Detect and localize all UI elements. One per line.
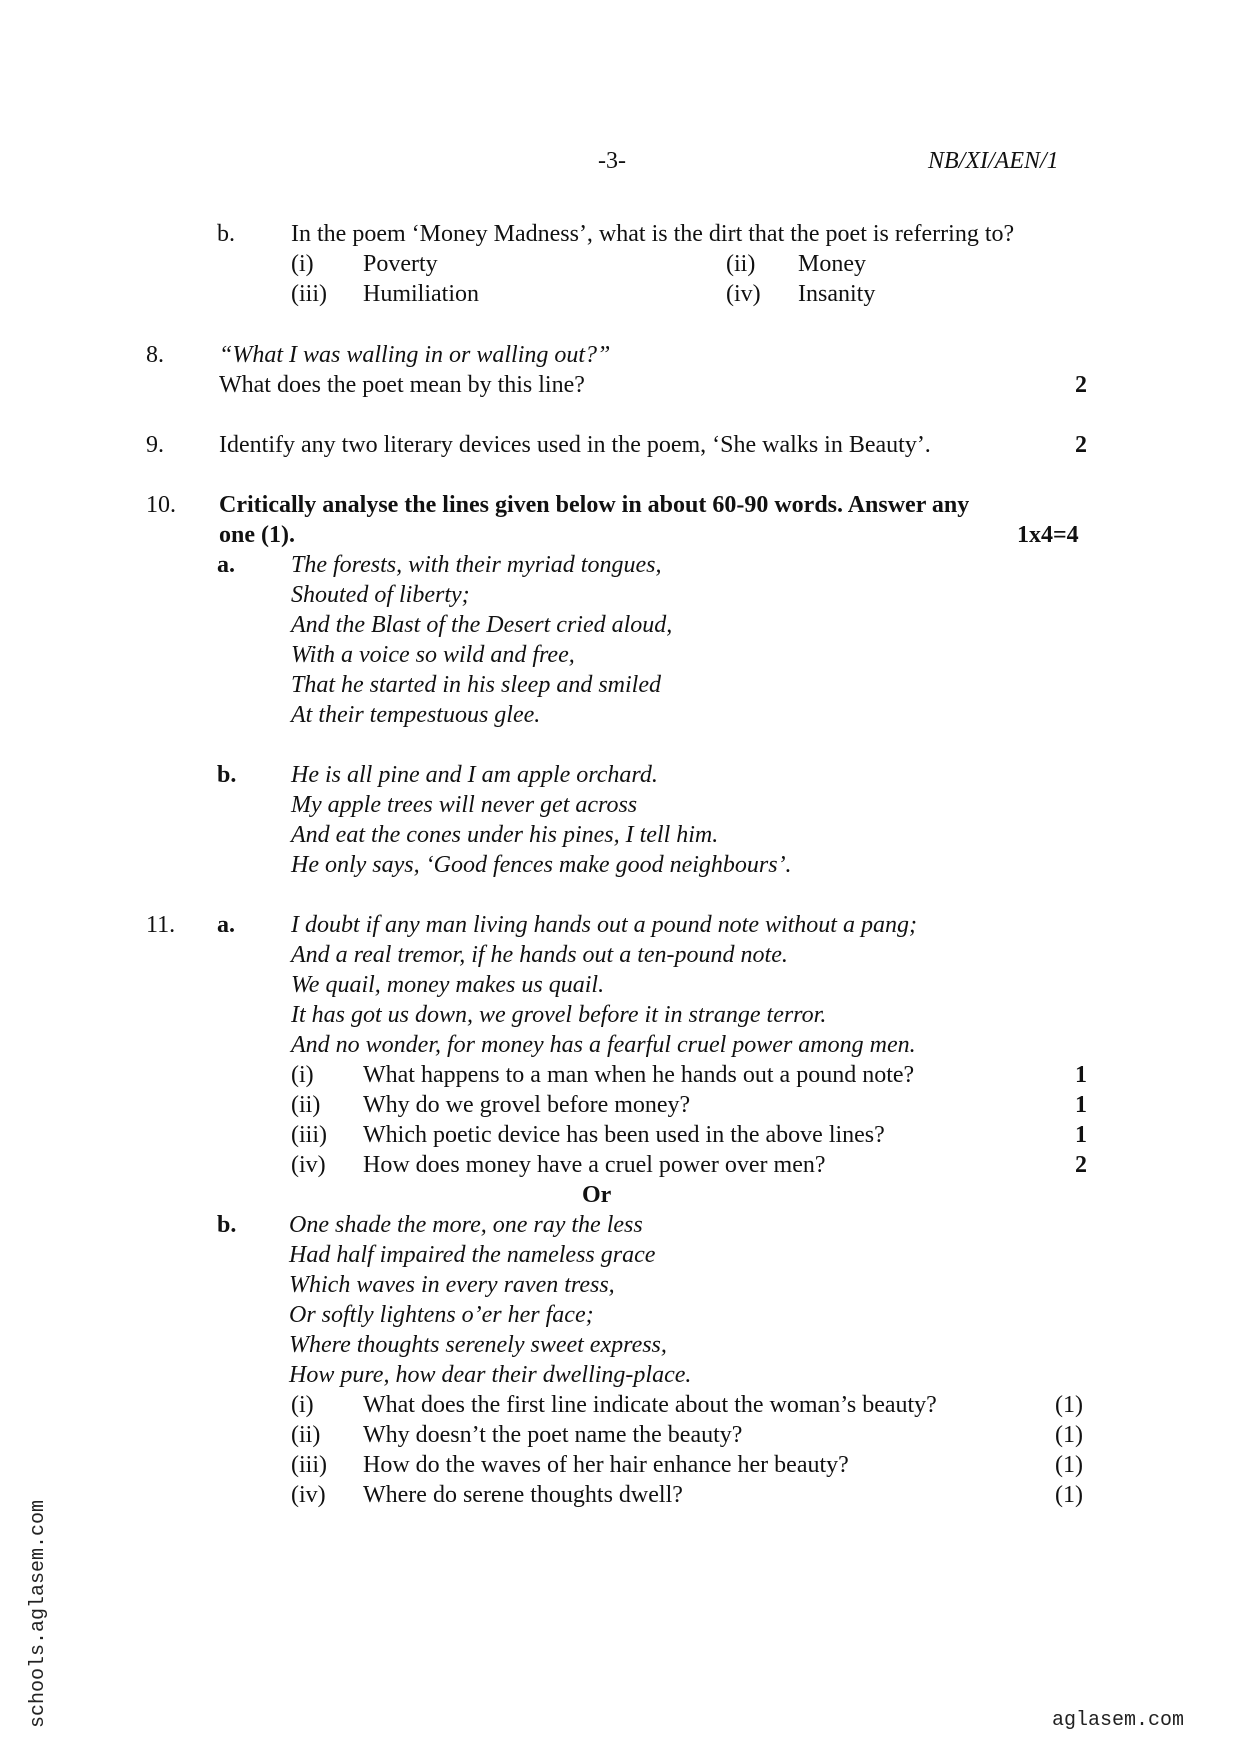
q7b-option-text: Insanity — [798, 281, 876, 307]
q11b-subq-text: Where do serene thoughts dwell? — [363, 1482, 683, 1508]
q11b-subq-text: What does the first line indicate about the woman’s beauty? — [363, 1392, 937, 1418]
q11a-label: a. — [217, 912, 235, 938]
q7b-option-text: Money — [798, 251, 866, 277]
q10-instruction: one (1). — [219, 522, 295, 548]
q11a-poem-line: I doubt if any man living hands out a pound note without a pang; — [291, 912, 917, 938]
q7b-label: b. — [217, 221, 235, 247]
q11a-subq-marks: 1 — [1075, 1122, 1087, 1148]
q11b-poem-line: How pure, how dear their dwelling-place. — [289, 1362, 692, 1388]
q11a-poem-line: We quail, money makes us quail. — [291, 972, 605, 998]
q11a-poem-line: And a real tremor, if he hands out a ten-pound note. — [291, 942, 788, 968]
q11b-poem-line: Or softly lightens o’er her face; — [289, 1302, 594, 1328]
q11b-subq-num: (i) — [291, 1392, 314, 1418]
q9-marks: 2 — [1075, 432, 1087, 458]
q11-number: 11. — [146, 912, 176, 938]
q10-instruction: Critically analyse the lines given below in about 60-90 words. Answer any — [219, 492, 970, 518]
q11a-subq-text: Why do we grovel before money? — [363, 1092, 691, 1118]
q11b-subq-text: How do the waves of her hair enhance her beauty? — [363, 1452, 849, 1478]
q11a-poem-line: It has got us down, we grovel before it in strange terror. — [291, 1002, 827, 1028]
q11b-label: b. — [217, 1212, 237, 1238]
paper-code: NB/XI/AEN/1 — [928, 148, 1059, 174]
q11b-subq-text: Why doesn’t the poet name the beauty? — [363, 1422, 743, 1448]
q9-question: Identify any two literary devices used in the poem, ‘She walks in Beauty’. — [219, 432, 931, 458]
q11b-subq-num: (ii) — [291, 1422, 321, 1448]
q11b-poem-line: Which waves in every raven tress, — [289, 1272, 615, 1298]
q7b-question: In the poem ‘Money Madness’, what is the dirt that the poet is referring to? — [291, 221, 1015, 247]
q9-number: 9. — [146, 432, 164, 458]
q10a-label: a. — [217, 552, 235, 578]
q10b-label: b. — [217, 762, 237, 788]
page-number: -3- — [598, 148, 626, 174]
q10-number: 10. — [146, 492, 176, 518]
q7b-option-num: (iii) — [291, 281, 327, 307]
q11b-subq-marks: (1) — [1055, 1392, 1083, 1418]
q10b-poem-line: And eat the cones under his pines, I tell him. — [291, 822, 719, 848]
q11a-subq-num: (i) — [291, 1062, 314, 1088]
q10b-poem-line: He only says, ‘Good fences make good neighbours’. — [291, 852, 792, 878]
q11a-subq-num: (iii) — [291, 1122, 327, 1148]
q10a-poem-line: And the Blast of the Desert cried aloud, — [291, 612, 673, 638]
q7b-option-text: Humiliation — [363, 281, 479, 307]
q8-number: 8. — [146, 342, 164, 368]
q10b-poem-line: My apple trees will never get across — [291, 792, 638, 818]
side-watermark: schools.aglasem.com — [27, 1499, 50, 1728]
q10a-poem-line: That he started in his sleep and smiled — [291, 672, 661, 698]
q10b-poem-line: He is all pine and I am apple orchard. — [291, 762, 658, 788]
q8-quote: “What I was walling in or walling out?” — [219, 342, 611, 368]
q11b-subq-marks: (1) — [1055, 1482, 1083, 1508]
q11b-subq-marks: (1) — [1055, 1422, 1083, 1448]
q10-marks: 1x4=4 — [1017, 522, 1079, 548]
q11a-subq-num: (iv) — [291, 1152, 326, 1178]
q11b-poem-line: One shade the more, one ray the less — [289, 1212, 643, 1238]
footer-watermark: aglasem.com — [1052, 1709, 1185, 1732]
q11a-subq-text: How does money have a cruel power over men? — [363, 1152, 826, 1178]
q11b-subq-num: (iv) — [291, 1482, 326, 1508]
or-separator: Or — [582, 1182, 612, 1208]
q7b-option-num: (iv) — [726, 281, 761, 307]
q11b-subq-marks: (1) — [1055, 1452, 1083, 1478]
q11a-subq-text: Which poetic device has been used in the above lines? — [363, 1122, 885, 1148]
q10a-poem-line: At their tempestuous glee. — [291, 702, 541, 728]
q11a-subq-marks: 1 — [1075, 1062, 1087, 1088]
q11b-subq-num: (iii) — [291, 1452, 327, 1478]
q11a-subq-marks: 2 — [1075, 1152, 1087, 1178]
q11b-poem-line: Had half impaired the nameless grace — [289, 1242, 656, 1268]
q11a-subq-text: What happens to a man when he hands out a pound note? — [363, 1062, 915, 1088]
q7b-option-num: (i) — [291, 251, 314, 277]
q8-question: What does the poet mean by this line? — [219, 372, 585, 398]
q7b-option-num: (ii) — [726, 251, 756, 277]
q10a-poem-line: The forests, with their myriad tongues, — [291, 552, 662, 578]
q11a-subq-num: (ii) — [291, 1092, 321, 1118]
q11a-subq-marks: 1 — [1075, 1092, 1087, 1118]
q10a-poem-line: Shouted of liberty; — [291, 582, 470, 608]
q8-marks: 2 — [1075, 372, 1087, 398]
q7b-option-text: Poverty — [363, 251, 438, 277]
q11b-poem-line: Where thoughts serenely sweet express, — [289, 1332, 667, 1358]
q10a-poem-line: With a voice so wild and free, — [291, 642, 575, 668]
q11a-poem-line: And no wonder, for money has a fearful cruel power among men. — [291, 1032, 916, 1058]
